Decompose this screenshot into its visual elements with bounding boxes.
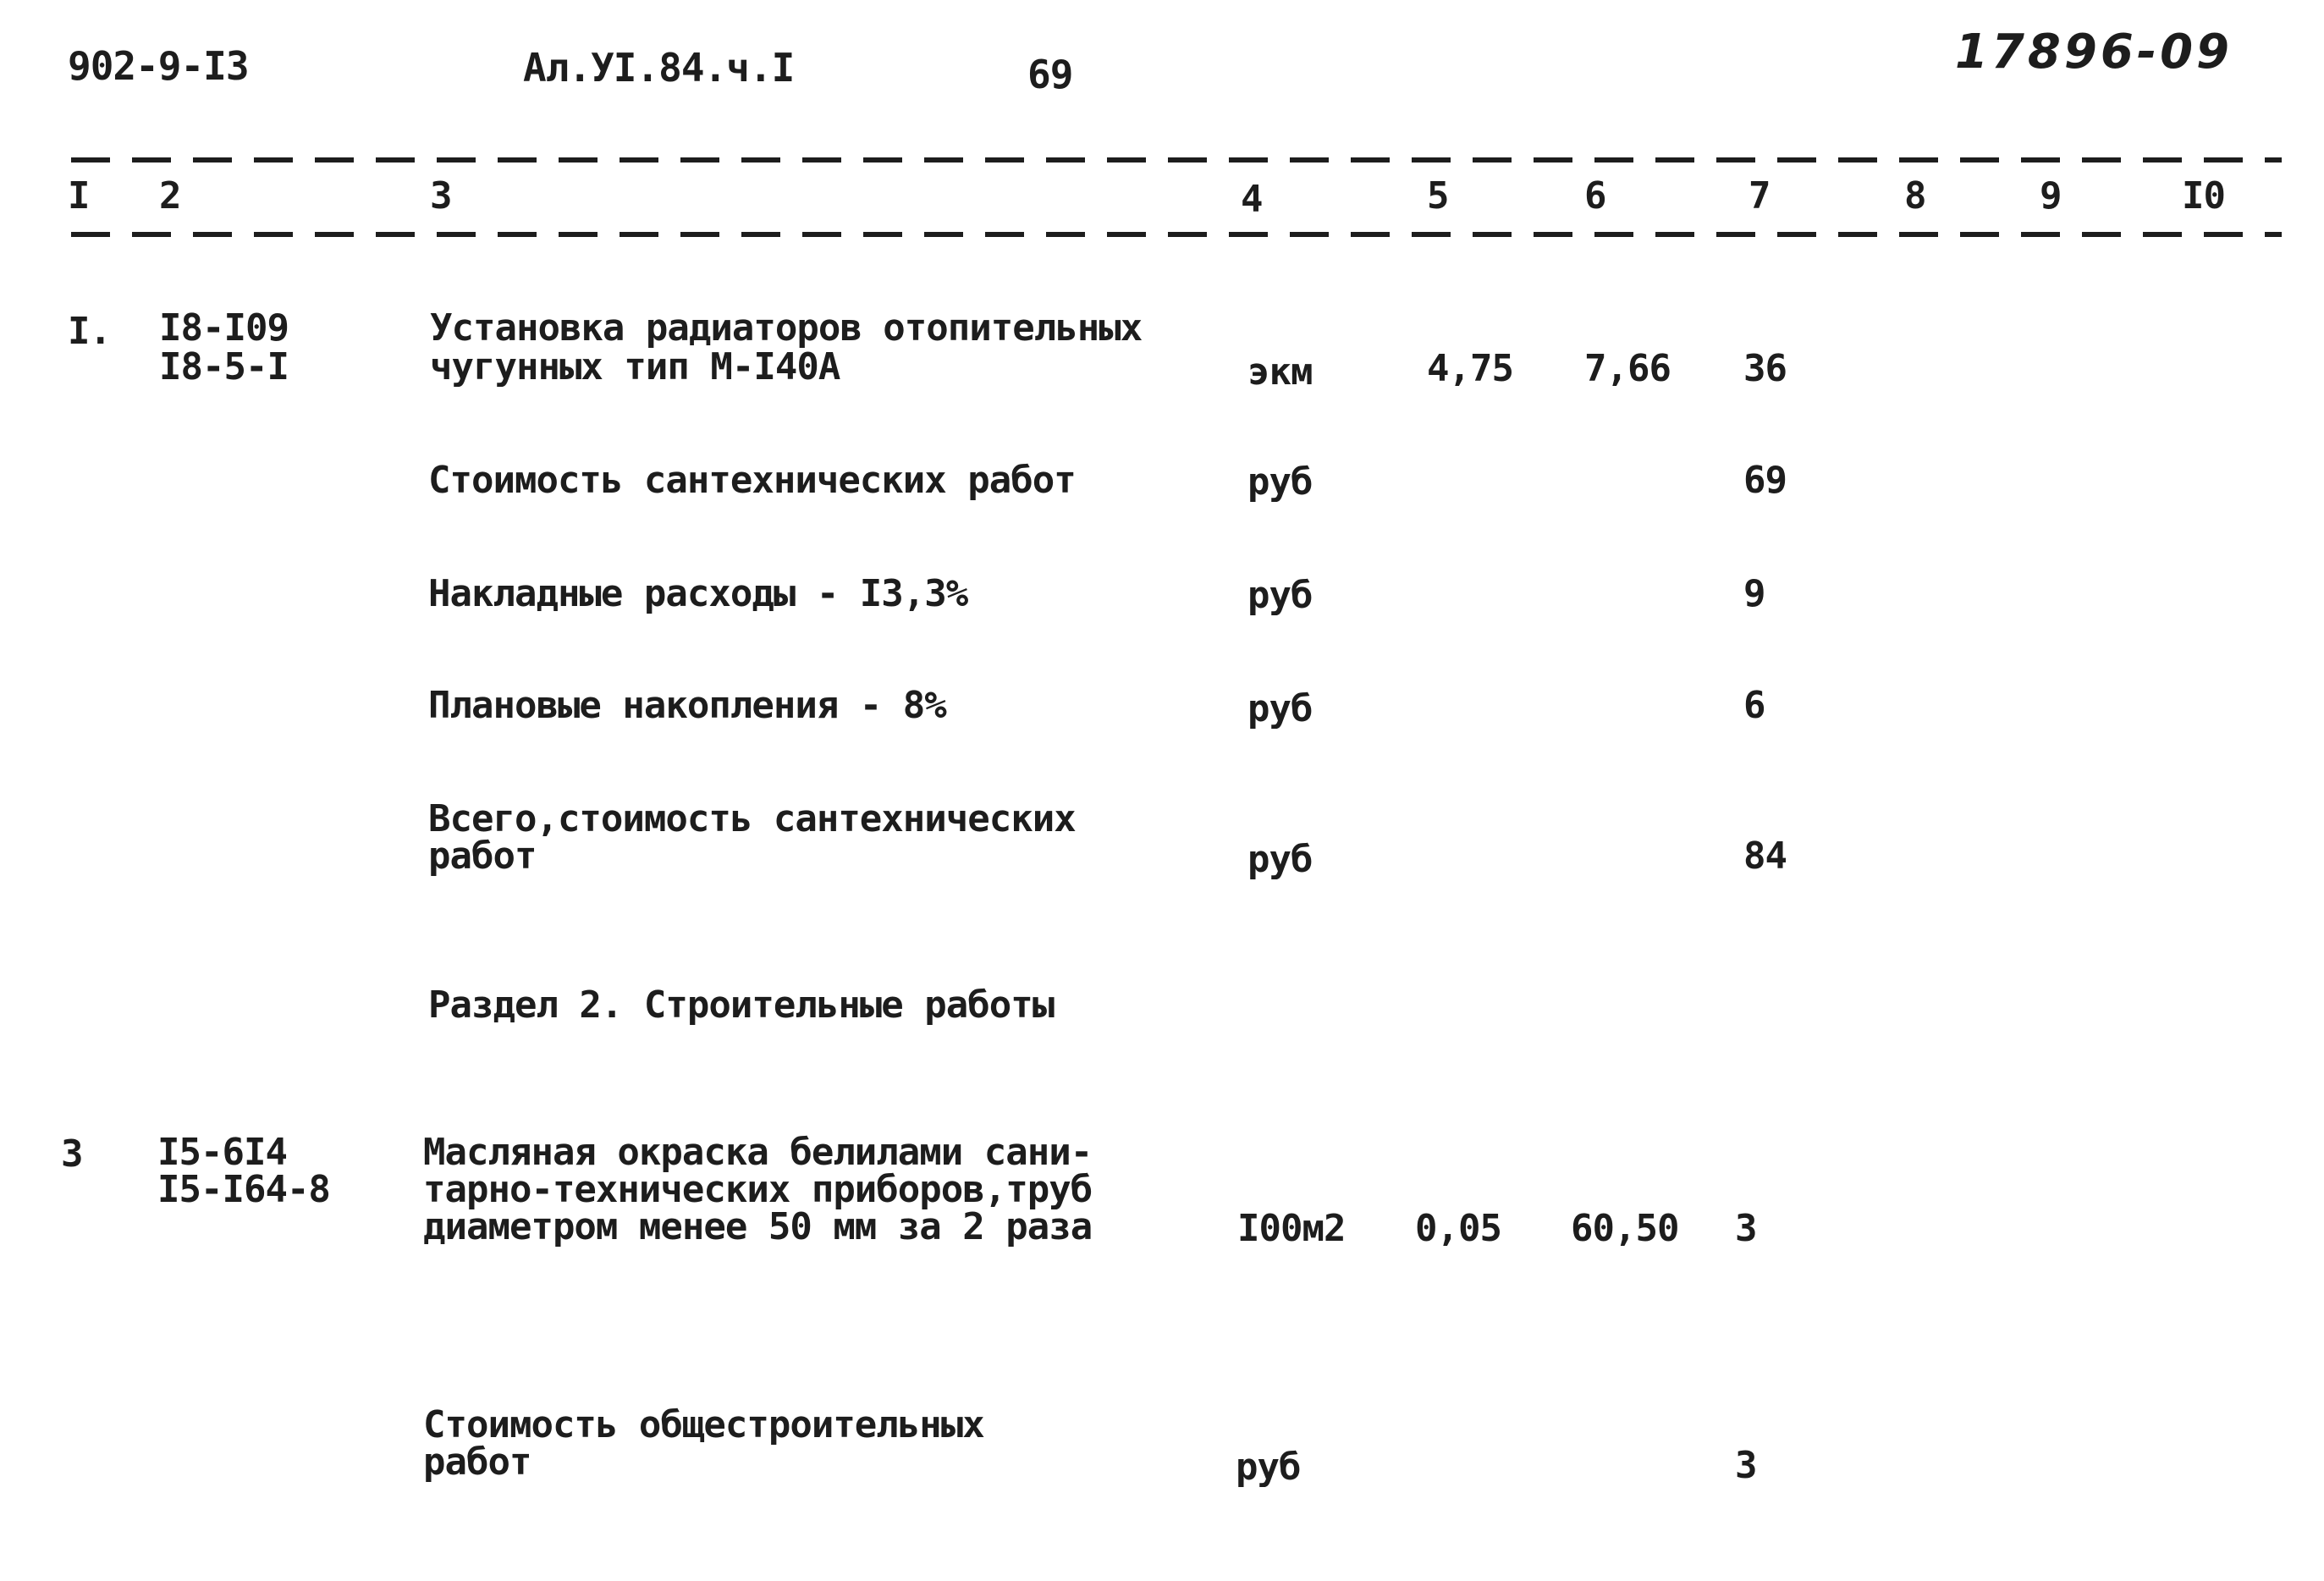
work-description: работ xyxy=(423,1441,531,1484)
total-cell: 3 xyxy=(1735,1207,1757,1250)
total-cell: 9 xyxy=(1743,572,1765,615)
unit-cell: I00м2 xyxy=(1237,1207,1346,1250)
quantity-cell: 0,05 xyxy=(1415,1207,1501,1250)
album-reference: Ал.УI.84.ч.I xyxy=(523,45,795,91)
work-description: Масляная окраска белилами сани- xyxy=(423,1131,1093,1174)
column-header-10: I0 xyxy=(2182,174,2225,218)
norm-code: I5-6I4 xyxy=(157,1131,287,1174)
work-description: диаметром менее 50 мм за 2 раза xyxy=(423,1205,1093,1248)
work-description: чугунных тип М-I40А xyxy=(430,345,840,388)
work-description: Стоимость сантехнических работ xyxy=(428,459,1076,502)
work-description: Всего,стоимость сантехнических xyxy=(428,797,1076,840)
work-description: Накладные расходы - I3,3% xyxy=(428,572,968,615)
work-description: тарно-технических приборов,труб xyxy=(423,1168,1093,1211)
section-title: Раздел 2. Строительные работы xyxy=(428,983,1055,1027)
column-header-1: I xyxy=(68,174,90,218)
unit-cell: экм xyxy=(1247,350,1313,394)
inventory-number: 17896-09 xyxy=(1955,25,2233,80)
column-header-9: 9 xyxy=(2040,174,2062,218)
unit-cell: руб xyxy=(1247,460,1313,504)
column-header-5: 5 xyxy=(1427,174,1449,218)
quantity-cell: 4,75 xyxy=(1427,347,1513,390)
work-description: работ xyxy=(428,835,537,878)
doc-code: 902-9-I3 xyxy=(68,43,249,89)
page-number: 69 xyxy=(1027,52,1073,97)
unit-price-cell: 60,50 xyxy=(1571,1207,1679,1250)
work-description: Плановые накопления - 8% xyxy=(428,684,946,727)
work-description: Установка радиаторов отопительных xyxy=(430,306,1143,350)
row-number: 3 xyxy=(61,1132,83,1176)
total-cell: 3 xyxy=(1735,1444,1757,1487)
column-header-3: 3 xyxy=(430,174,452,218)
norm-code: I5-I64-8 xyxy=(157,1168,330,1211)
unit-cell: руб xyxy=(1247,687,1313,730)
column-header-7: 7 xyxy=(1749,174,1771,218)
row-number: I. xyxy=(68,310,111,353)
work-description: Стоимость общестроительных xyxy=(423,1403,984,1446)
header-rule-bottom xyxy=(71,232,2282,237)
header-rule-top xyxy=(71,157,2282,163)
total-cell: 84 xyxy=(1743,835,1787,878)
norm-code: I8-5-I xyxy=(159,345,289,388)
column-header-8: 8 xyxy=(1904,174,1926,218)
unit-cell: руб xyxy=(1247,574,1313,617)
column-header-2: 2 xyxy=(159,174,181,218)
total-cell: 36 xyxy=(1743,347,1787,390)
column-header-4: 4 xyxy=(1241,178,1263,221)
unit-price-cell: 7,66 xyxy=(1584,347,1671,390)
unit-cell: руб xyxy=(1236,1446,1301,1489)
total-cell: 69 xyxy=(1743,459,1787,502)
column-header-6: 6 xyxy=(1584,174,1606,218)
total-cell: 6 xyxy=(1743,684,1765,727)
norm-code: I8-I09 xyxy=(159,306,289,350)
unit-cell: руб xyxy=(1247,838,1313,881)
